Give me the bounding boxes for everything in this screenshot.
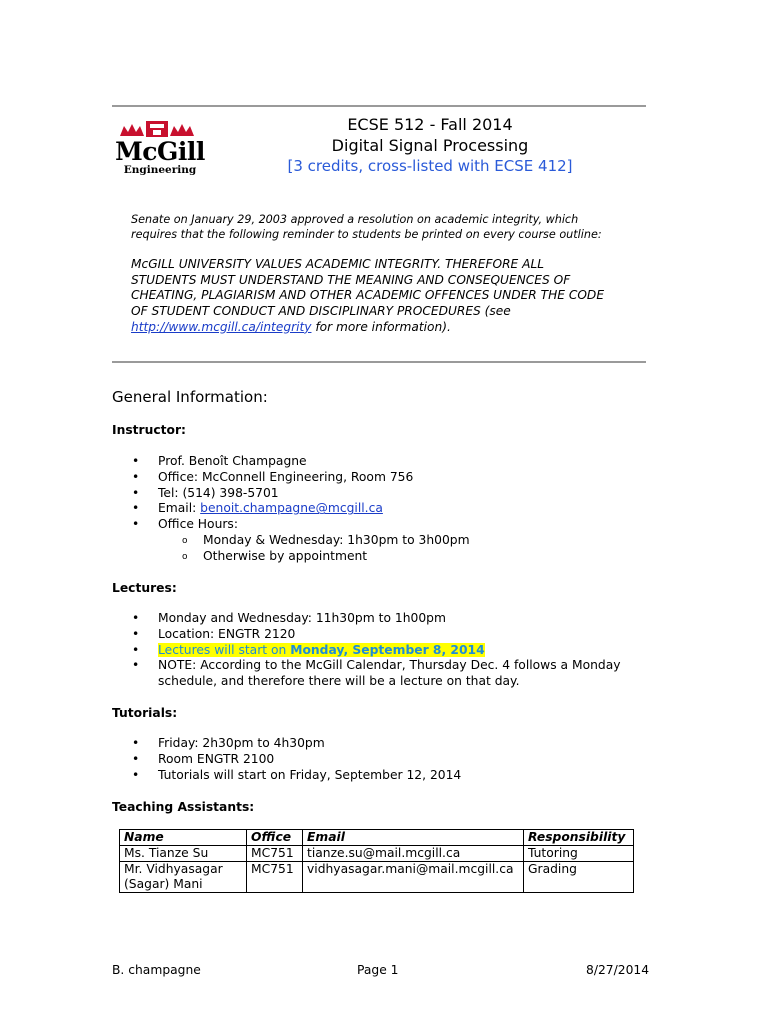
table-cell: MC751 (247, 846, 303, 862)
name-line: (Sagar) Mani (124, 877, 203, 891)
top-rule (112, 105, 646, 107)
section-rule (112, 361, 646, 363)
logo-text: McGill (115, 137, 205, 166)
list-item: • Monday and Wednesday: 11h30pm to 1h00pm (112, 611, 652, 627)
lectures-heading: Lectures: (112, 581, 177, 595)
teaching-assistants-table (119, 829, 634, 893)
integrity-statement (131, 257, 631, 336)
list-item: • Location: ENGTR 2120 (112, 627, 652, 643)
table-cell: Ms. Tianze Su (120, 846, 247, 862)
column-header: Email (303, 830, 524, 846)
mcgill-logo (112, 120, 208, 176)
credits-note: [3 credits, cross-listed with ECSE 412] (287, 157, 573, 175)
lectures-list (112, 611, 652, 690)
integrity-line: CHEATING, PLAGIARISM AND OTHER ACADEMIC OFFENCES UNDER THE CODE (131, 288, 605, 303)
footer-page-number: Page 1 (357, 963, 399, 977)
table-cell: MC751 (247, 862, 303, 893)
integrity-line: McGILL UNIVERSITY VALUES ACADEMIC INTEGRITY. THEREFORE ALL (131, 257, 545, 271)
email-label: Email: (158, 501, 201, 516)
integrity-line: OF STUDENT CONDUCT AND DISCIPLINARY PROCEDURES (see (131, 304, 511, 319)
list-item (112, 501, 652, 517)
table-cell: tianze.su@mail.mcgill.ca (303, 846, 524, 862)
integrity-line (131, 320, 631, 336)
logo-subtext: Engineering (123, 164, 197, 176)
column-header: Responsibility (524, 830, 634, 846)
list-item: • Prof. Benoît Champagne (112, 454, 652, 470)
footer-date: 8/27/2014 (586, 963, 650, 977)
table-cell: Grading (524, 862, 634, 893)
integrity-link[interactable]: http://www.mcgill.ca/integrity (131, 319, 312, 334)
instructor-email-link[interactable]: benoit.champagne@mcgill.ca (200, 501, 383, 516)
list-item (112, 658, 652, 690)
general-information-heading: General Information: (112, 388, 268, 406)
course-name: Digital Signal Processing (331, 136, 529, 155)
office-hours-label: Office Hours: (158, 517, 238, 532)
list-item: • Tel: (514) 398-5701 (112, 486, 652, 502)
list-item: • Office: McConnell Engineering, Room 756 (112, 470, 652, 486)
senate-line: Senate on January 29, 2003 approved a resolution on academic integrity, which (131, 213, 579, 226)
table-cell: Tutoring (524, 846, 634, 862)
teaching-assistants-heading: Teaching Assistants: (112, 800, 255, 814)
column-header: Name (120, 830, 247, 846)
instructor-list (112, 454, 652, 565)
course-code: ECSE 512 - Fall 2014 (347, 115, 513, 134)
list-item: • Tutorials will start on Friday, September 12, 2014 (112, 768, 652, 784)
integrity-line: STUDENTS MUST UNDERSTAND THE MEANING AND CONSEQUENCES OF (131, 272, 571, 287)
senate-note (131, 212, 631, 242)
list-item: • Friday: 2h30pm to 4h30pm (112, 736, 652, 752)
table-header-row (120, 830, 634, 846)
list-item: o Monday & Wednesday: 1h30pm to 3h00pm (158, 533, 652, 549)
tutorials-list (112, 736, 652, 783)
list-item: o Otherwise by appointment (158, 549, 652, 565)
lecture-start-highlight (158, 643, 485, 657)
footer-author: B. champagne (112, 963, 201, 977)
instructor-heading: Instructor: (112, 423, 186, 437)
list-item: • Room ENGTR 2100 (112, 752, 652, 768)
office-hours-list (158, 533, 652, 565)
column-header: Office (247, 830, 303, 846)
table-row (120, 862, 634, 893)
tutorials-heading: Tutorials: (112, 706, 178, 720)
lecture-start-date: Monday, September 8, 2014 (290, 642, 485, 657)
lecture-start-prefix: Lectures will start on (158, 642, 291, 657)
table-cell: vidhyasagar.mani@mail.mcgill.ca (303, 862, 524, 893)
table-row (120, 846, 634, 862)
note-line: • NOTE: According to the McGill Calendar, Thursday Dec. 4 follows a Monday (158, 658, 621, 673)
name-line: Mr. Vidhyasagar (124, 862, 223, 876)
integrity-link-tail: for more information). (311, 319, 451, 334)
list-item (112, 517, 652, 564)
list-item (112, 643, 652, 659)
senate-line: requires that the following reminder to students be printed on every course outline: (131, 228, 602, 241)
note-line: schedule, and therefore there will be a lecture on that day. (158, 674, 520, 689)
table-cell (120, 862, 247, 893)
